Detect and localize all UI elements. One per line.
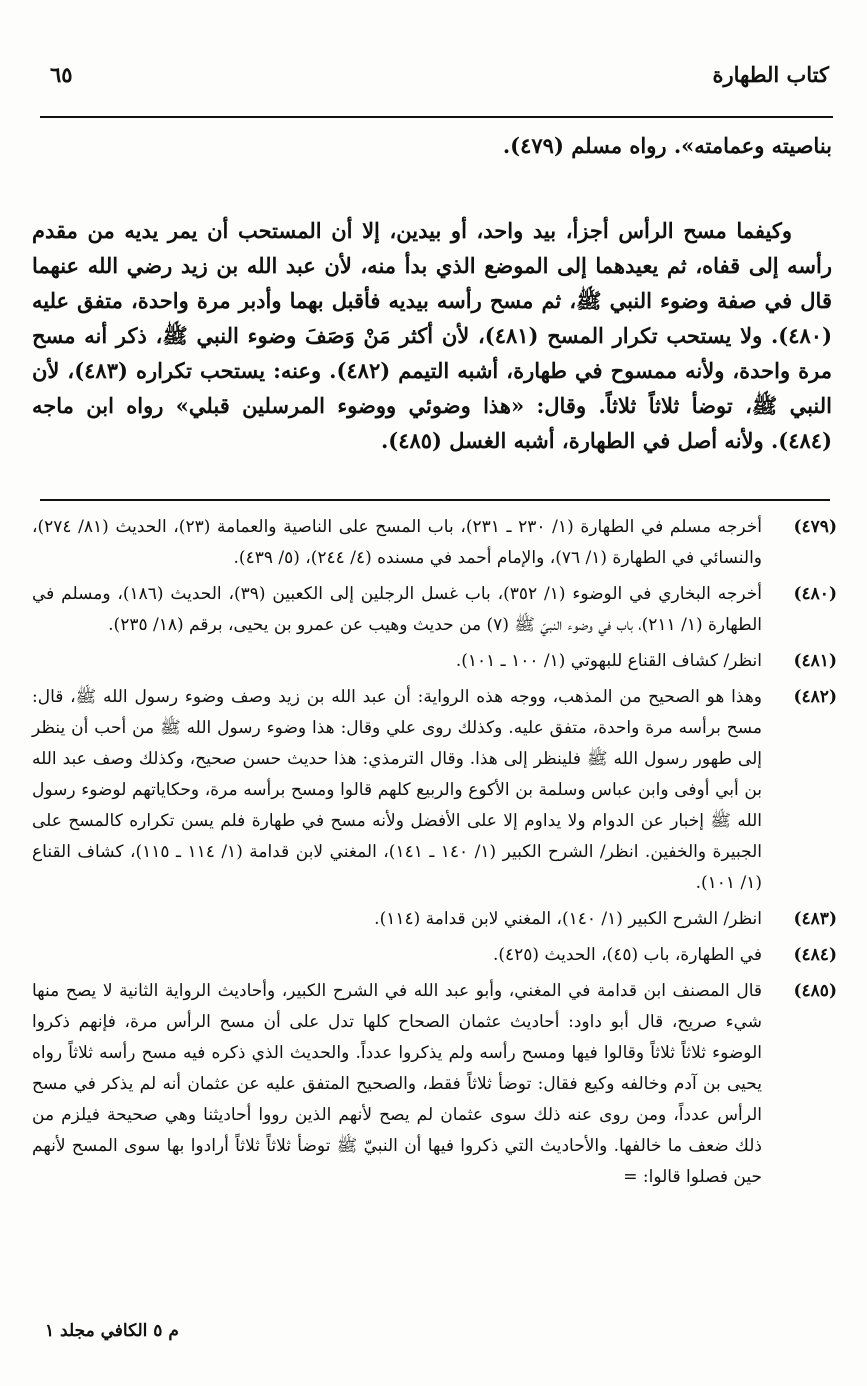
footnote-number: (٤٨٣): [793, 909, 837, 929]
footnote-number: (٤٨٥): [793, 981, 837, 1001]
footnote-text: أخرجه مسلم في الطهارة (١/ ٢٣٠ ـ ٢٣١)، باب المسح على الناصية والعمامة (٢٣)، الحديث (٨١/ ٢٧٤)، والنسائي في الطهارة (١/ ٧٦)، والإمام أحمد في مسنده (٤/ ٢٤٤)، (٥/ ٤٣٩).: [32, 517, 762, 568]
footnote: [32, 904, 837, 935]
footnote-text: قال المصنف ابن قدامة في المغني، وأبو عبد الله في الشرح الكبير، وأحاديث الرواية الثانية لا يصح منها شيء صريح، قال أبو داود: أحاديث عثمان الصحاح كلها تدل على أن مسح الرأس مرة، فإنهم ذكروا الوضوء ثلاثاً ثلاثاً وقالوا فيها ومسح رأسه ولم يذكروا عدداً. والحديث الذي ذكره فيه مسح رأسه ثلاثاً رواه يحيى بن آدم وخالفه وكيع فقال: توضأ ثلاثاً فقط، والصحيح المتفق عليه عن عثمان أنه لم يذكر في مسح الرأس عدداً، ومن روى عنه ذلك سوى عثمان لم يصح لأنهم الذين رووا أحاديثنا وهي صحيحة فيلزم من ذلك ضعف ما خالفها. والأحاديث التي ذكروا فيها أن النبيّ ﷺ توضأ ثلاثاً ثلاثاً أرادوا بها سوى المسح لأنهم حين فصلوا قالوا: =: [32, 981, 762, 1187]
footnote-text: وهذا هو الصحيح من المذهب، ووجه هذه الرواية: أن عبد الله بن زيد وصف وضوء رسول الله ﷺ، قال: مسح برأسه مرة واحدة، متفق عليه. وكذلك روى علي وقال: هذا وضوء رسول الله ﷺ من أحب أن ينظر إلى طهور رسول الله ﷺ فلينظر إلى هذا. وقال الترمذي: هذا حديث حسن صحيح، وكذلك وصف عبد الله بن أبي أوفى وابن عباس وسلمة بن الأكوع والربيع كلهم قالوا ومسح برأسه مرة، وحكاياتهم لوضوء رسول الله ﷺ إخبار عن الدوام ولا يداوم إلا على الأفضل ولأنه مسح في طهارة فلم يسن تكراره كالمسح على الجبيرة والخفين. انظر/ الشرح الكبير (١/ ١٤٠ ـ ١٤١)، المغني لابن قدامة (١/ ١١٤ ـ ١١٥)، كشاف القناع (١/ ١٠١).: [32, 687, 762, 893]
footnotes-section: [32, 512, 837, 1198]
footnote: [32, 646, 837, 677]
footnote-divider: [40, 499, 830, 501]
footnote-number: (٤٨٠): [793, 584, 837, 604]
footnote-text: أخرجه البخاري في الوضوء (١/ ٣٥٢)، باب غسل الرجلين إلى الكعبين (٣٩)، الحديث (١٨٦)، ومسلم في الطهارة (١/ ٢١١)، باب في وضوء النبيّ ﷺ (٧) من حديث وهيب عن عمرو بن يحيى، برقم (١٨/ ٢٣٥).: [32, 584, 762, 635]
chapter-title: كتاب الطهارة: [712, 62, 829, 87]
page-number: ٦٥: [50, 62, 73, 87]
continuation-line: بناصيته وعمامته». رواه مسلم (٤٧٩).: [502, 133, 832, 158]
footnote: [32, 512, 837, 574]
footnote-number: (٤٧٩): [793, 517, 837, 537]
footnote: [32, 579, 837, 641]
footnote-number: (٤٨١): [793, 651, 837, 671]
main-paragraph: وكيفما مسح الرأس أجزأ، بيد واحد، أو بيدين، إلا أن المستحب أن يمر يديه من مقدم رأسه إلى قفاه، ثم يعيدهما إلى الموضع الذي بدأ منه، لأن عبد الله بن زيد رضي الله عنهما قال في صفة وضوء النبي ﷺ، ثم مسح رأسه بيديه فأقبل بهما وأدبر مرة واحدة، متفق عليه (٤٨٠). ولا يستحب تكرار المسح (٤٨١)، لأن أكثر مَنْ وَصَفَ وضوء النبي ﷺ، ذكر أنه مسح مرة واحدة، ولأنه ممسوح في طهارة، أشبه التيمم (٤٨٢). وعنه: يستحب تكراره (٤٨٣)، لأن النبي ﷺ، توضأ ثلاثاً ثلاثاً. وقال: «هذا وضوئي ووضوء المرسلين قبلي» رواه ابن ماجه (٤٨٤). ولأنه أصل في الطهارة، أشبه الغسل (٤٨٥).: [32, 218, 833, 453]
footnote: [32, 940, 837, 971]
header-divider: [40, 116, 833, 118]
footnote-text: انظر/ الشرح الكبير (١/ ١٤٠)، المغني لابن قدامة (١١٤).: [374, 909, 762, 929]
volume-signature: م ٥ الكافي مجلد ١: [45, 1321, 179, 1341]
footnote-text: في الطهارة، باب (٤٥)، الحديث (٤٢٥).: [492, 945, 762, 965]
footnote: [32, 976, 837, 1193]
footnote-number: (٤٨٢): [793, 687, 837, 707]
footnote-number: (٤٨٤): [793, 945, 837, 965]
footnote-text: انظر/ كشاف القناع للبهوتي (١/ ١٠٠ ـ ١٠١).: [455, 651, 762, 671]
footnote: [32, 682, 837, 899]
